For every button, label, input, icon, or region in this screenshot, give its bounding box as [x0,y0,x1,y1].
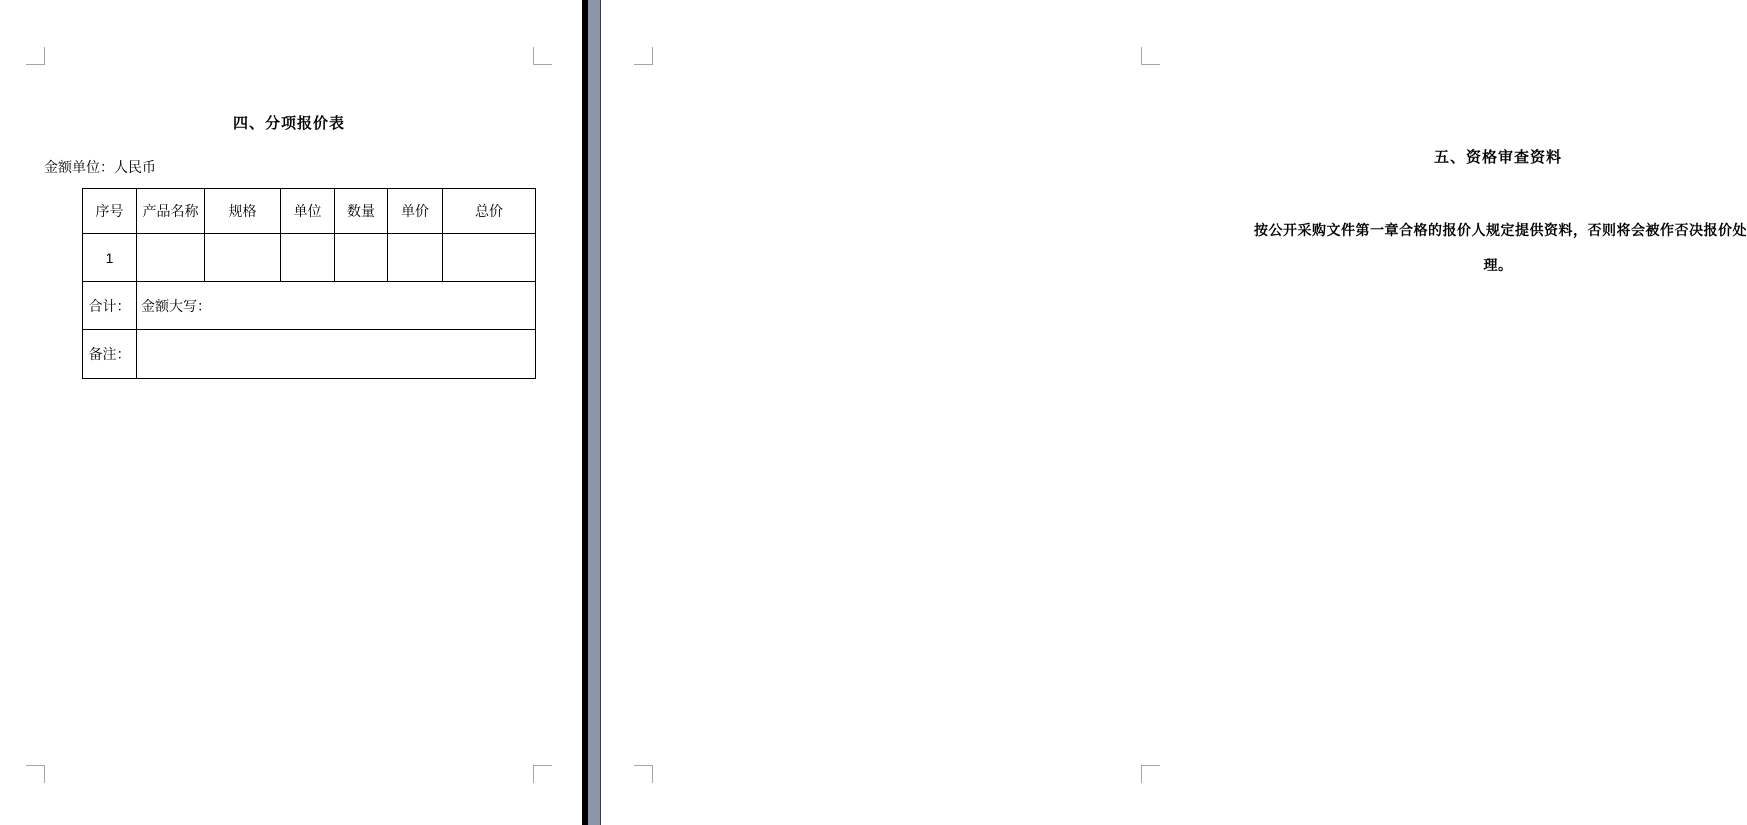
header-cell-spec[interactable]: 规格 [205,189,281,234]
header-cell-seq[interactable]: 序号 [83,189,137,234]
item-cell-qty[interactable] [335,234,388,282]
left-page-title: 四、分项报价表 [232,115,345,132]
item-cell-spec[interactable] [205,234,281,282]
paragraph-line-2: 理。 [1483,257,1513,273]
crop-mark-right-page-top-right [1141,47,1160,65]
item-cell-seq[interactable]: 1 [83,234,137,282]
remark-value-cell[interactable] [137,330,536,379]
document-page-left[interactable] [0,0,582,825]
right-page-title: 五、资格审查资料 [1433,149,1562,166]
item-cell-price[interactable] [388,234,443,282]
total-label-cell[interactable]: 合计： [83,282,137,330]
crop-mark-right-page-bottom-left [634,765,653,783]
crop-mark-right-page-top-left [634,47,653,65]
item-cell-product[interactable] [137,234,205,282]
header-cell-qty[interactable]: 数量 [335,189,388,234]
qualification-paragraph[interactable] [1254,213,1747,283]
crop-mark-right-page-bottom-right [1141,765,1160,783]
remark-label-cell[interactable]: 备注： [83,330,137,379]
crop-mark-left-page-bottom-left [26,765,45,783]
item-cell-unit[interactable] [281,234,335,282]
paragraph-line-1: 按公开采购文件第一章合格的报价人规定提供资料，否则将会被作否决报价处 [1254,222,1747,238]
page-gap-divider [582,0,601,825]
table-row [83,234,536,282]
table-remark-row [83,330,536,379]
table-header-row [83,189,536,234]
header-cell-price[interactable]: 单价 [388,189,443,234]
total-amount-in-words-cell[interactable]: 金额大写： [137,282,536,330]
header-cell-unit[interactable]: 单位 [281,189,335,234]
header-cell-total[interactable]: 总价 [443,189,536,234]
document-page-right[interactable] [601,0,1747,825]
crop-mark-left-page-top-right [533,47,552,65]
crop-mark-left-page-bottom-right [533,765,552,783]
crop-mark-left-page-top-left [26,47,45,65]
table-total-row [83,282,536,330]
quotation-table [82,188,536,379]
item-cell-total[interactable] [443,234,536,282]
currency-unit-label: 金额单位：人民币 [44,159,156,175]
header-cell-product[interactable]: 产品名称 [137,189,205,234]
